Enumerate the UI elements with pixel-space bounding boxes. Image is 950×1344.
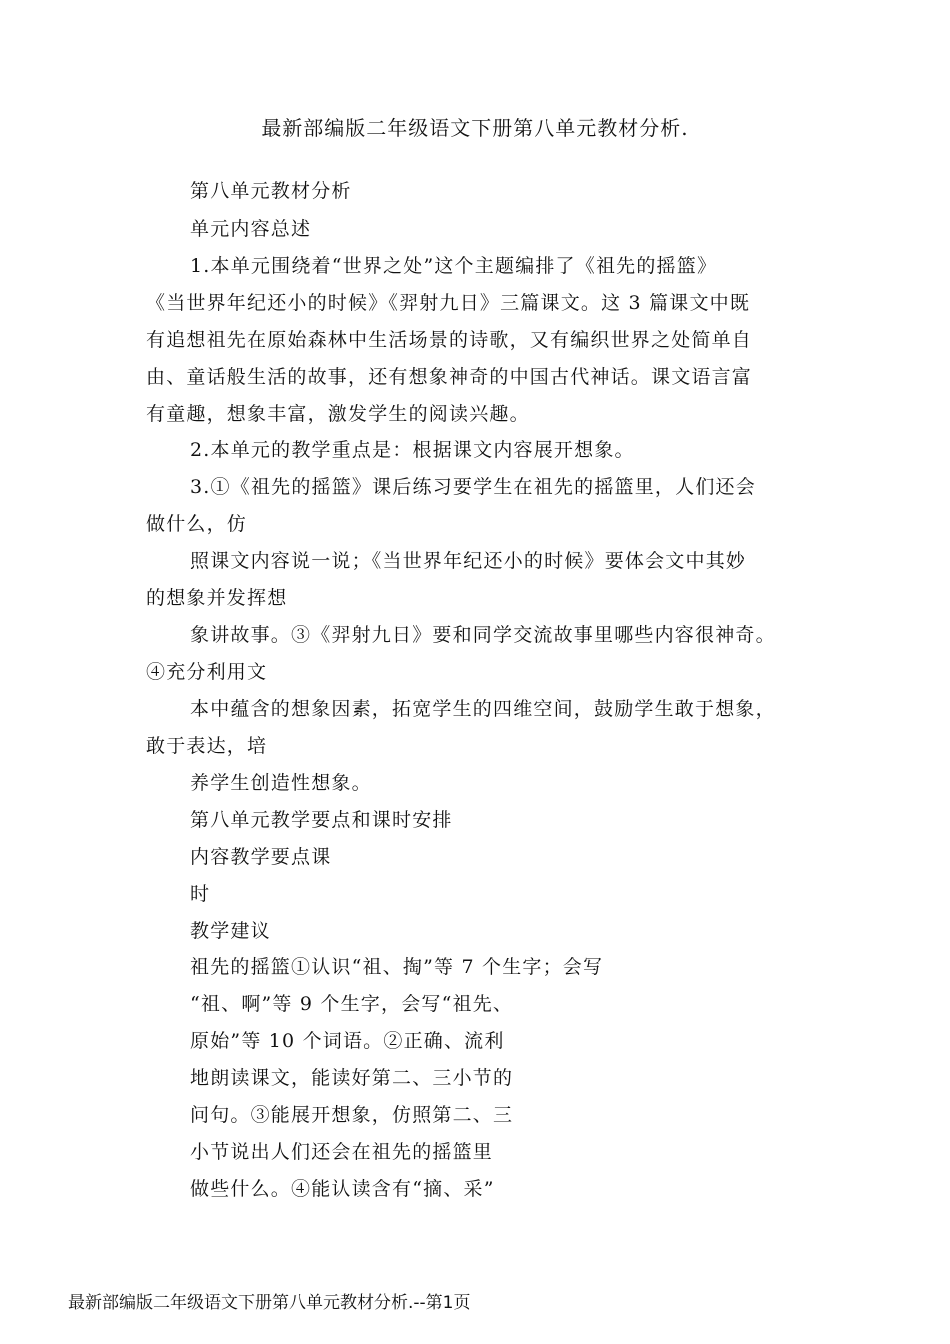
text-line: 原始”等 10 个词语。②正确、流利 [190, 1030, 505, 1052]
text-line: 第八单元教学要点和课时安排 [190, 809, 453, 831]
text-line: “祖、啊”等 9 个生字，会写“祖先、 [190, 993, 514, 1015]
text-line: 时 [190, 883, 211, 905]
text-line: 由、童话般生活的故事，还有想象神奇的中国古代神话。课文语言富 [146, 366, 753, 388]
text-line: 照课文内容说一说；《当世界年纪还小的时候》要体会文中其妙 [190, 550, 747, 572]
text-line: 第八单元教材分析 [190, 180, 352, 202]
text-line: 的想象并发挥想 [146, 587, 288, 609]
text-line: 《当世界年纪还小的时候》《羿射九日》三篇课文。这 3 篇课文中既 [146, 292, 751, 314]
text-line: 3.①《祖先的摇篮》课后练习要学生在祖先的摇篮里，人们还会 [190, 476, 756, 498]
text-line: 敢于表达，培 [146, 735, 268, 757]
text-line: 有童趣，想象丰富，激发学生的阅读兴趣。 [146, 403, 530, 425]
text-line: ④充分利用文 [146, 661, 268, 683]
text-line: 教学建议 [190, 920, 271, 942]
text-line: 1.本单元围绕着“世界之处”这个主题编排了《祖先的摇篮》 [190, 255, 718, 277]
text-line: 地朗读课文，能读好第二、三小节的 [190, 1067, 514, 1089]
document-title: 最新部编版二年级语文下册第八单元教材分析. [261, 116, 689, 140]
text-line: 本中蕴含的想象因素，拓宽学生的四维空间，鼓励学生敢于想象， [190, 698, 776, 720]
text-line: 象讲故事。③《羿射九日》要和同学交流故事里哪些内容很神奇。 [190, 624, 776, 646]
text-line: 做些什么。④能认读含有“摘、采” [190, 1178, 495, 1200]
page-footer: 最新部编版二年级语文下册第八单元教材分析.--第1页 [68, 1293, 471, 1313]
text-line: 做什么，仿 [146, 513, 248, 535]
text-line: 问句。③能展开想象，仿照第二、三 [190, 1104, 514, 1126]
text-line: 祖先的摇篮①认识“祖、掏”等 7 个生字；会写 [190, 956, 604, 978]
text-line: 2.本单元的教学重点是：根据课文内容展开想象。 [190, 439, 635, 461]
text-line: 有追想祖先在原始森林中生活场景的诗歌，又有编织世界之处简单自 [146, 329, 753, 351]
text-line: 内容教学要点课 [190, 846, 332, 868]
text-line: 养学生创造性想象。 [190, 772, 372, 794]
text-line: 单元内容总述 [190, 218, 312, 240]
text-line: 小节说出人们还会在祖先的摇篮里 [190, 1141, 494, 1163]
